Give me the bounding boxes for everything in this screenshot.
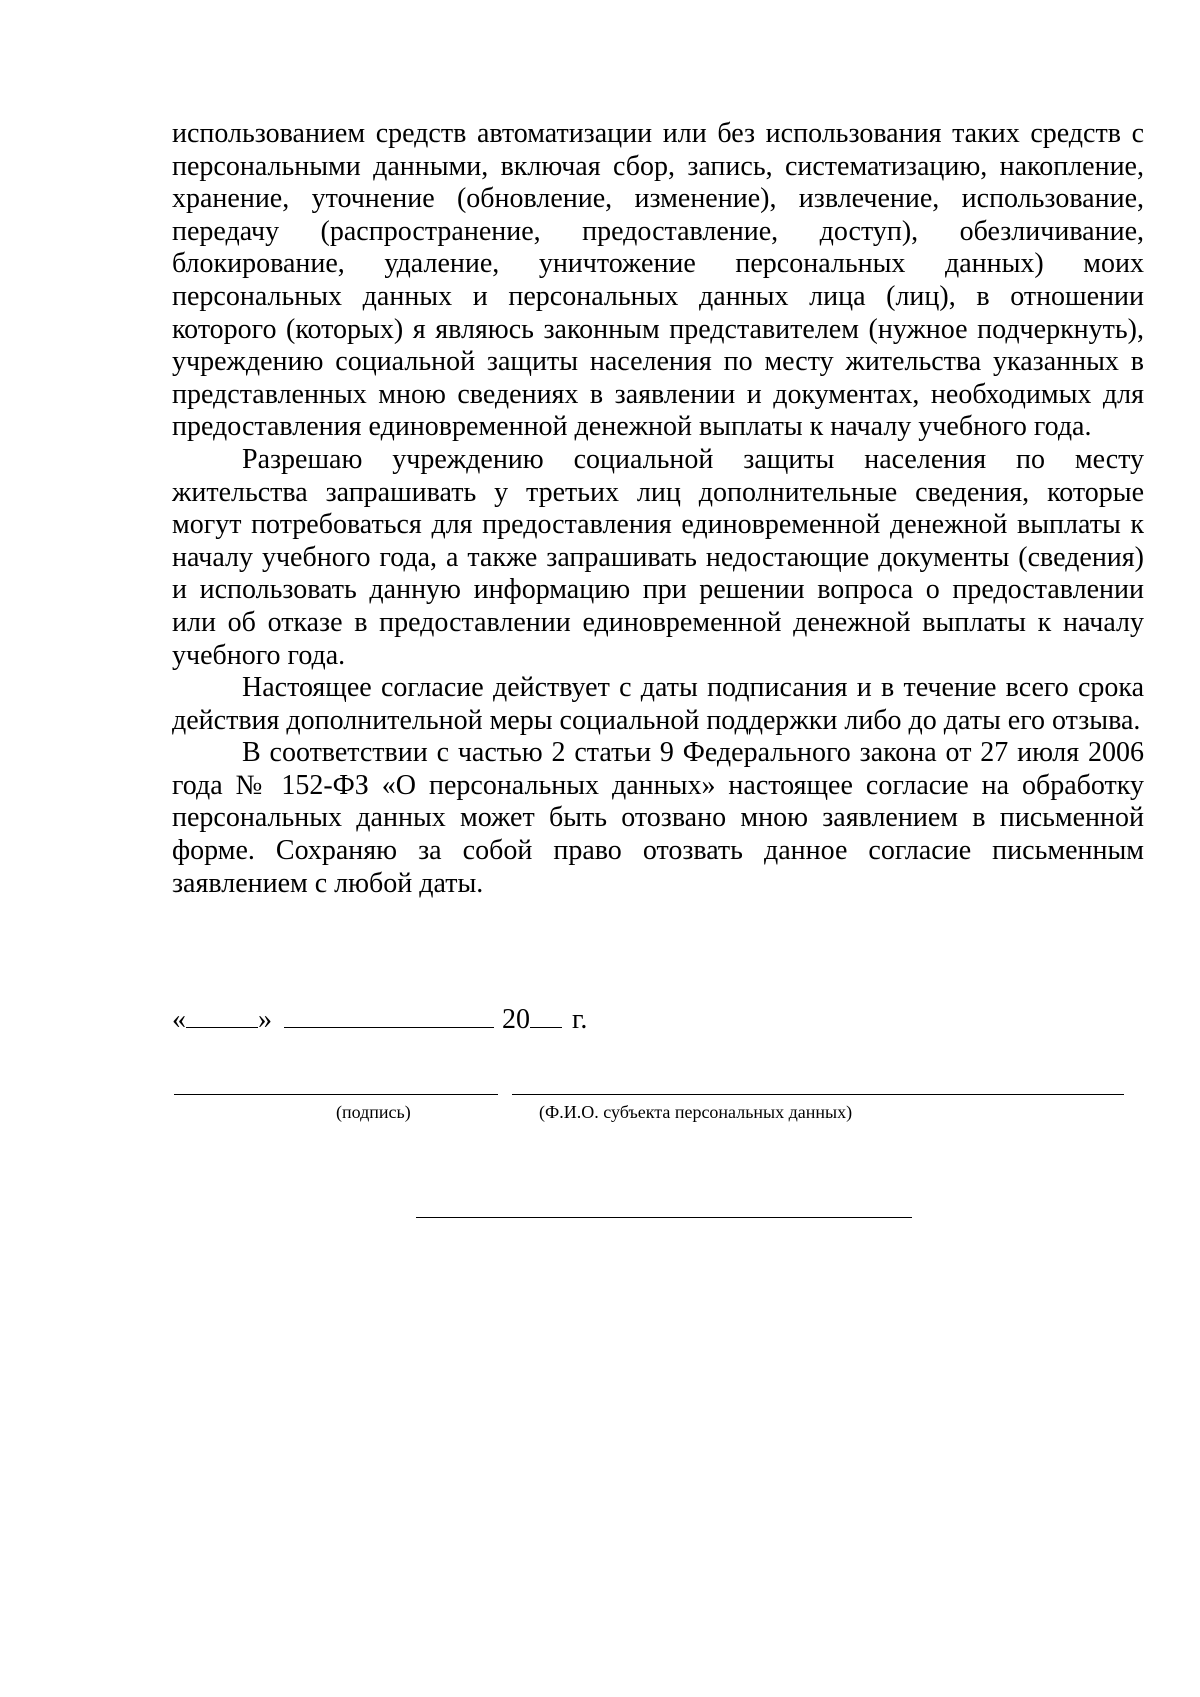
- paragraph-third-party-permission: Разрешаю учреждению социальной защиты населения по месту жительства запрашивать у третьих лиц дополнительные сведения, которые могут потребоваться для предоставления единовременной денежной выплаты к началу учебного года, а также запрашивать недостающие документы (сведения) и использовать данную информацию при решении вопроса о предоставлении или об отказе в предоставлении единовременной денежной выплаты к началу учебного года.: [172, 443, 1144, 671]
- paragraph-revocation: В соответствии с частью 2 статьи 9 Федерального закона от 27 июля 2006 года № 152-ФЗ «О персональных данных» настоящее согласие на обработку персональных данных может быть отозвано мною заявлением в письменной форме. Сохраняю за собой право отозвать данное согласие письменным заявлением с любой даты.: [172, 737, 1144, 899]
- month-blank-field[interactable]: [284, 1003, 494, 1028]
- paragraph-validity-period: Настоящее согласие действует с даты подписания и в течение всего срока действия дополнительной меры социальной поддержки либо до даты его отзыва.: [172, 672, 1144, 736]
- consent-text: [172, 118, 1144, 900]
- year-suffix: г.: [572, 1004, 588, 1035]
- date-line: [172, 1003, 587, 1036]
- full-name-line[interactable]: [512, 1094, 1124, 1095]
- signature-caption: (подпись): [336, 1102, 411, 1122]
- bottom-divider-line: [416, 1217, 912, 1218]
- full-name-caption: (Ф.И.О. субъекта персональных данных): [539, 1102, 853, 1122]
- paragraph-processing-consent: использованием средств автоматизации или без использования таких средств с персональными данными, включая сбор, запись, систематизацию, накопление, хранение, уточнение (обновление, изменение), извлечение, использование, передачу (распространение, предоставление, доступ), обезличивание, блокирование, удаление, уничтожение персональных данных) моих персональных данных и персональных данных лица (лиц), в отношении которого (которых) я являюсь законным представителем (нужное подчеркнуть), учреждению социальной защиты населения по месту жительства указанных в представленных мною сведениях в заявлении и документах, необходимых для предоставления единовременной денежной выплаты к началу учебного года.: [172, 118, 1144, 443]
- day-blank-field[interactable]: [186, 1003, 258, 1028]
- date-open-quote: «: [172, 1004, 186, 1035]
- date-close-quote: »: [258, 1004, 272, 1035]
- signature-line[interactable]: [174, 1094, 498, 1095]
- year-blank-field[interactable]: [530, 1003, 562, 1028]
- year-prefix: 20: [502, 1004, 530, 1035]
